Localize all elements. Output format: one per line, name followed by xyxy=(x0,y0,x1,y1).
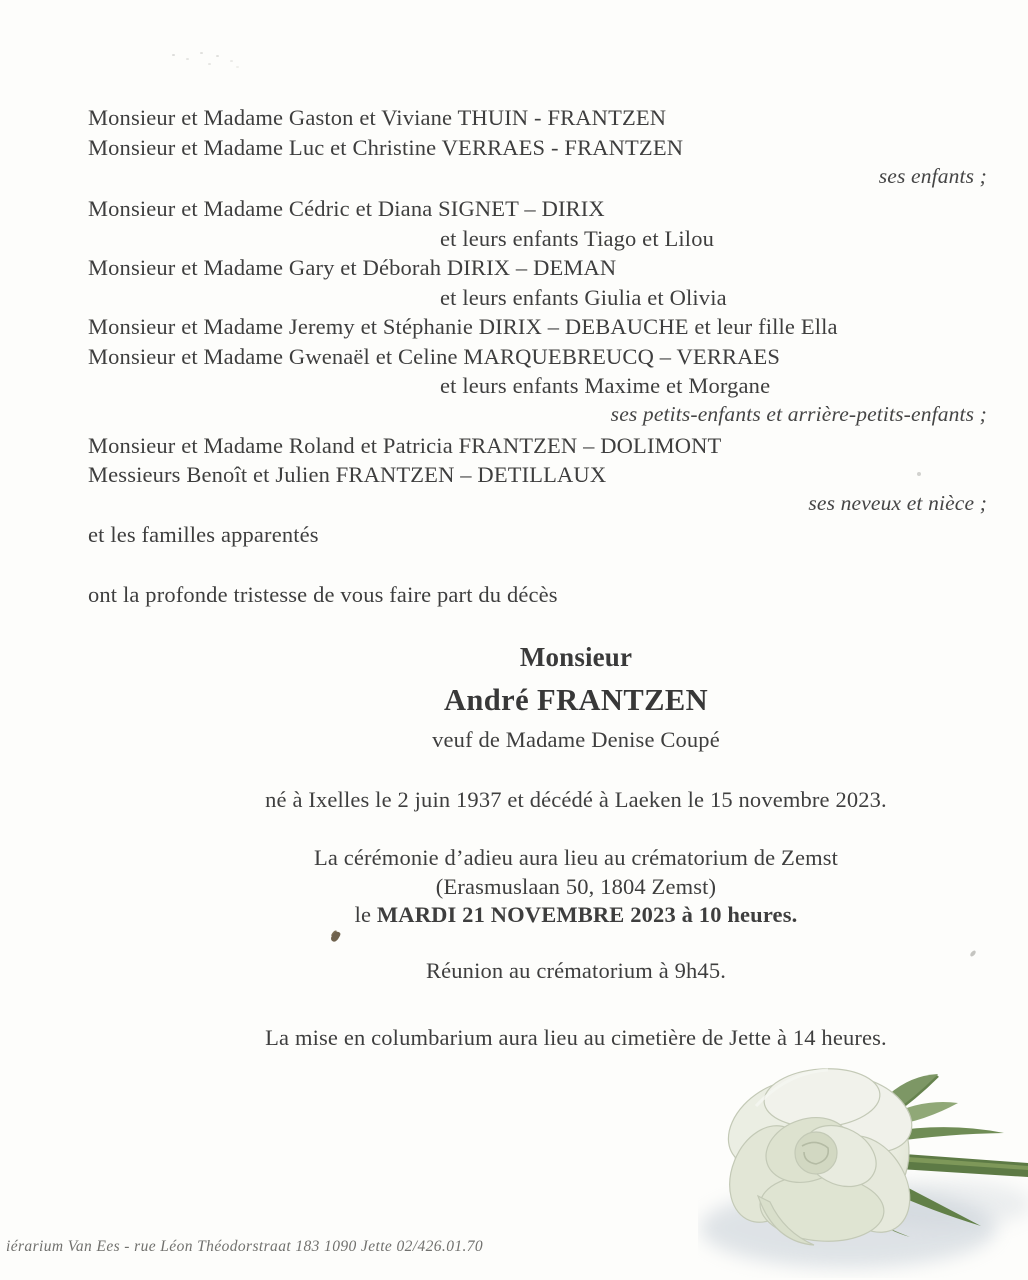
relative-children-line: et leurs enfants Giulia et Olivia xyxy=(440,285,727,310)
relative-line: Monsieur et Madame Gary et Déborah DIRIX – DEMAN xyxy=(88,255,617,280)
related-families-line: et les familles apparentés xyxy=(88,522,319,547)
relative-line: Monsieur et Madame Gwenaël et Celine MARQUEBREUCQ – VERRAES xyxy=(88,344,781,369)
relation-label-children: ses enfants ; xyxy=(878,164,987,188)
columbarium-line: La mise en columbarium aura lieu au cimetière de Jette à 14 heures. xyxy=(265,1025,887,1050)
ceremony-venue-line: La cérémonie d’adieu aura lieu au crématorium de Zemst xyxy=(313,845,839,870)
deceased-name: André FRANTZEN xyxy=(443,683,709,717)
deceased-title: Monsieur xyxy=(519,642,633,672)
relative-children-line: et leurs enfants Maxime et Morgane xyxy=(440,373,771,398)
relative-line: Monsieur et Madame Roland et Patricia FRANTZEN – DOLIMONT xyxy=(88,433,722,458)
relative-line: Monsieur et Madame Cédric et Diana SIGNET – DIRIX xyxy=(88,196,605,221)
widower-line: veuf de Madame Denise Coupé xyxy=(432,727,720,752)
white-rose-image xyxy=(698,1046,1028,1278)
scan-artifact xyxy=(172,54,175,56)
meeting-line: Réunion au crématorium à 9h45. xyxy=(425,958,727,983)
life-dates-line: né à Ixelles le 2 juin 1937 et décédé à Laeken le 15 novembre 2023. xyxy=(265,787,887,812)
ceremony-address-line: (Erasmuslaan 50, 1804 Zemst) xyxy=(435,874,717,899)
ceremony-date-line xyxy=(124,901,1028,928)
relative-line: Monsieur et Madame Luc et Christine VERRAES - FRANTZEN xyxy=(88,135,684,160)
relative-line: Monsieur et Madame Jeremy et Stéphanie DIRIX – DEBAUCHE et leur fille Ella xyxy=(88,314,838,339)
relation-label-grandchildren: ses petits-enfants et arrière-petits-enfants ; xyxy=(610,402,987,426)
announcement-intro: ont la profonde tristesse de vous faire part du décès xyxy=(88,582,558,607)
scan-artifact xyxy=(917,472,921,476)
relative-children-line: et leurs enfants Tiago et Lilou xyxy=(440,226,714,251)
relative-line: Monsieur et Madame Gaston et Viviane THUIN - FRANTZEN xyxy=(88,105,667,130)
relation-label-nephews: ses neveux et nièce ; xyxy=(808,491,987,515)
ink-fleck xyxy=(330,930,342,943)
funeral-home-footer: iérarium Van Ees - rue Léon Théodorstraat 183 1090 Jette 02/426.01.70 xyxy=(6,1238,484,1255)
relative-line: Messieurs Benoît et Julien FRANTZEN – DETILLAUX xyxy=(88,462,607,487)
ceremony-date-prefix: le xyxy=(354,902,377,927)
ceremony-date-bold: MARDI 21 NOVEMBRE 2023 à 10 heures. xyxy=(376,902,798,927)
